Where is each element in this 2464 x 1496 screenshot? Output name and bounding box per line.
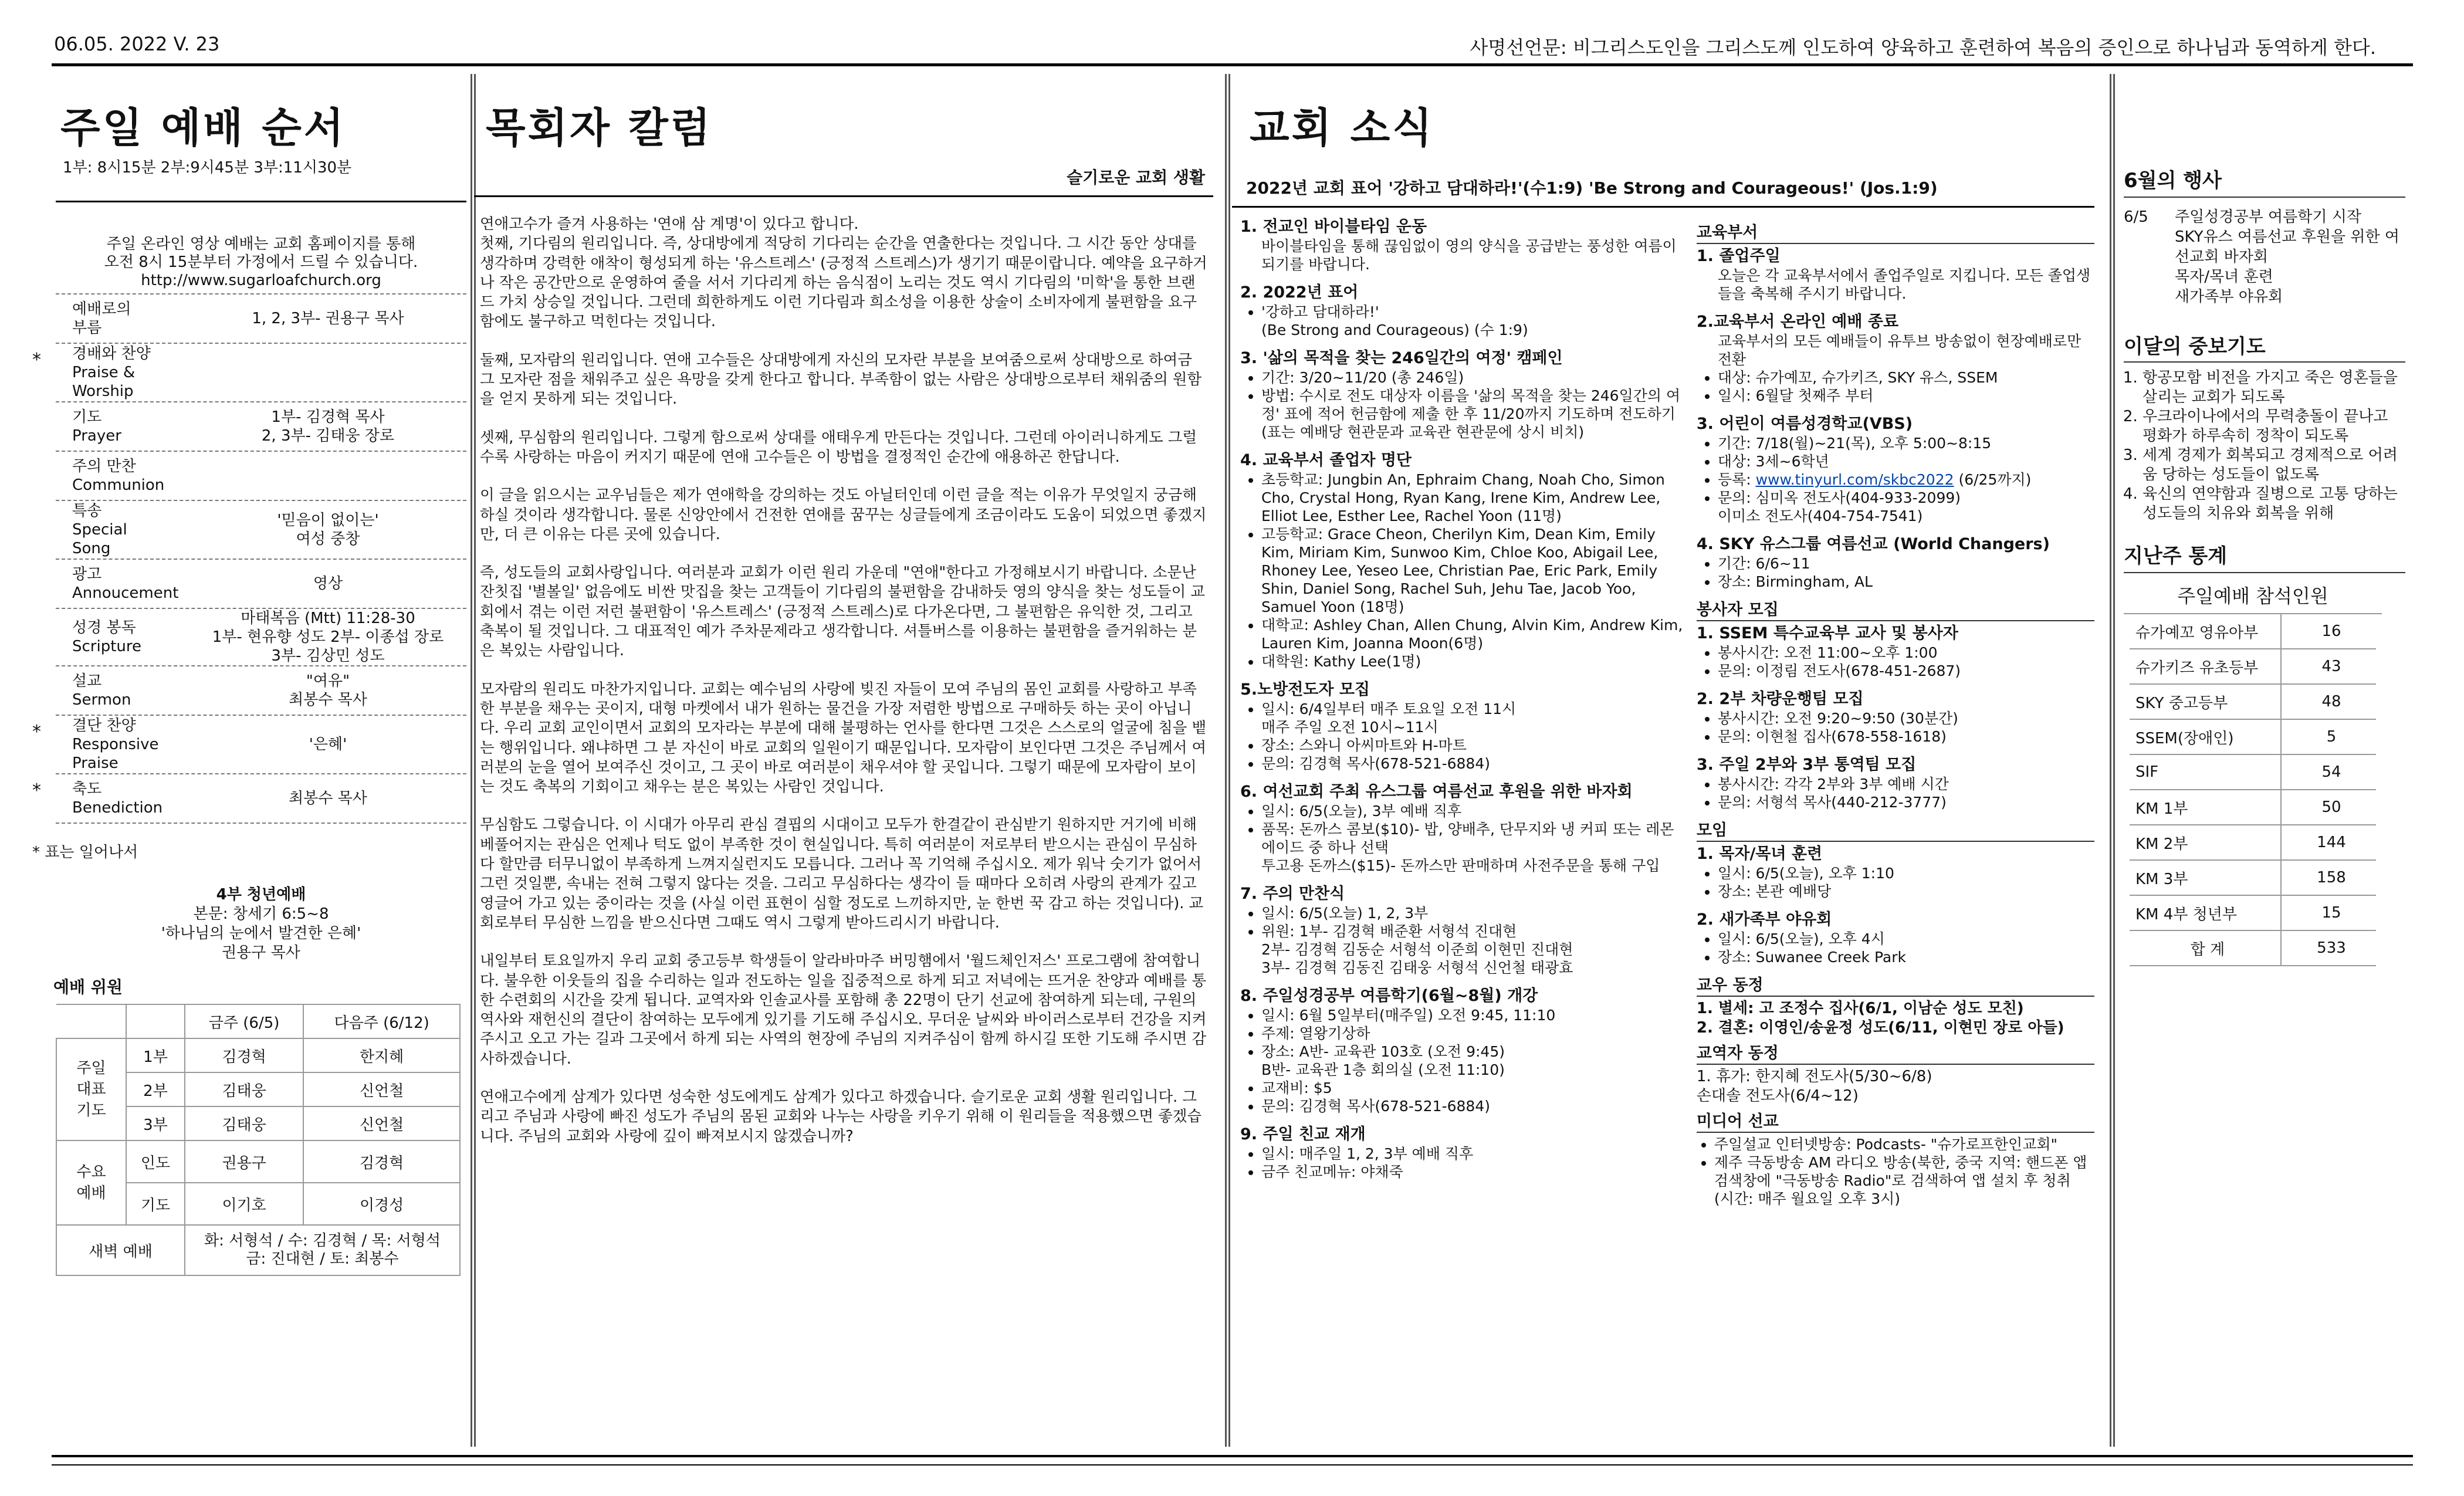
order-row [56, 295, 466, 344]
news-bullet: • 문의: 심미옥 전도사(404-933-2099) 이미소 전도사(404-754-7541) [1718, 489, 2094, 525]
staff-cell: 한지혜 [303, 1038, 460, 1072]
news-bullet-list [1240, 471, 1685, 671]
stats-label: KM 1부 [2130, 790, 2281, 825]
news-bullet: • 초등학교: Jungbin An, Ephraim Chang, Noah Cho, Simon Cho, Crystal Hong, Ryan Kang, Irene Kim, Andrew Lee, Elliot Lee, Esther Lee, Rachel Yoon (11명) [1261, 471, 1685, 525]
staff-cell: 김태웅 [185, 1072, 303, 1106]
standing-marker: * [32, 722, 41, 742]
news-bullet-list [1697, 434, 2094, 525]
events-title: 6월의 행사 [2124, 164, 2405, 198]
news-bullet-list [1240, 368, 1685, 441]
news-bullet: • 문의: 김경혁 목사(678-521-6884) [1261, 754, 1685, 773]
staff-cell: 3부 [126, 1106, 185, 1140]
column-paragraph: 즉, 성도들의 교회사랑입니다. 여러분과 교회가 이런 원리 가운데 "연애"한다고 가정해보시기 바랍니다. 소문난 잔칫집 '별볼일' 없음에도 비싼 맛집을 찾는 고객들이 기다림의 불편함을 감내하듯 영의 양식을 찾는 성도들이 교회에서 겪는 이런 저런 불편함이 '유스트레스' (긍정적 스트레스)로 다가온다면, 그 불편함은 유익한 것, 그리고 축복이 될 것입니다. 그 대표적인 예가 주차문제라고 생각합니다. 셔틀버스를 이용하는 불편함을 즐거워하는 분은 복있는 사람입니다. [480, 564, 1205, 660]
youth-text: 본문: 창세기 6:5~8 [193, 905, 329, 923]
news-column [1232, 74, 2094, 1208]
news-rule [1232, 206, 2094, 208]
staff-table [56, 1004, 461, 1276]
stats-value: 533 [2281, 930, 2376, 966]
column-paragraph: 모자람의 원리도 마찬가지입니다. 교회는 예수님의 사랑에 빚진 자들이 모여 주님의 몸인 교회를 사랑하고 부족한 부분을 채우는 곳이지, 대형 마켓에서 내가 원하는 물건을 가장 저렴한 방법으로 구매하듯 하는 곳이 아닙니다. 우리 교회 교인이면서 교회의 모자라는 부분에 대해 불평하는 언사를 한다면 그것은 스스로의 얼굴에 침을 뱉는 행위입니다. 왜냐하면 그 분 자신이 바로 교회의 일원이기 때문입니다. 모자람이 보인다면 그것은 주님께서 여러분의 눈을 열어 보여주신 것이고, 그 곳이 바로 여러분이 채우셔야 할 곳입니다. 그렇기 때문에 모자람이 보이는 것도 축복의 기회이고 채우는 분은 복있는 사람인 것입니다. [480, 680, 1207, 796]
staff-group: 수요 예배 [56, 1140, 126, 1225]
staff-blank [126, 1004, 185, 1038]
vbs-deadline: (6/25까지) [1954, 471, 2032, 488]
staff-cell: 권용구 [185, 1140, 303, 1183]
news-bullet-list [1240, 1145, 1685, 1181]
news-bullet-list [1240, 802, 1685, 875]
news-bullet: • 문의: 김경혁 목사(678-521-6884) [1261, 1097, 1685, 1115]
column-rule [474, 195, 1213, 197]
stats-label: SSEM(장애인) [2130, 719, 2281, 754]
mission-statement: 사명선언문: 비그리스도인을 그리스도께 인도하여 양육하고 훈련하여 복음의 증인으로 하나님과 동역하게 한다. [1470, 36, 2376, 59]
news-bullet: • 대학원: Kathy Lee(1명) [1261, 652, 1685, 671]
worship-rule [56, 201, 466, 202]
order-value: 최봉수 목사 [289, 790, 367, 807]
news-item-heading: 1. 졸업주일 [1696, 247, 1781, 265]
order-label: 예배로의 부름 [72, 300, 131, 337]
order-value: "여유" 최봉수 목사 [289, 672, 367, 709]
stats-value: 48 [2281, 684, 2376, 719]
meeting-section-heading: 모임 [1697, 821, 2094, 842]
news-item [1240, 283, 1685, 339]
prayer-section [2124, 330, 2405, 523]
column-paragraph: 무심함도 그렇습니다. 이 시대가 아무리 관심 결핍의 시대이고 모두가 한결같이 관심받기 원하지만 거기에 비해 베풀어지는 관심은 언제나 턱도 없이 부족한 것이 현실입니다. 특히 여러분이 저로부터 받으시는 관심이 무심하다 할만큼 터무니없이 부족하게 느껴지실런지도 모릅니다. 그러나 꼭 기억해 주십시오. 제가 워낙 숫기가 없어서 그런 것일뿐, 속내는 전혀 그렇지 않다는 것을. 그리고 무심하다는 생각이 들 때마다 오히려 사랑의 관계가 깊고 영글어 가고 있는 중이라는 것을 (사실 이런 표현이 심할 정도로 느끼하지만, 눈 한번 꾹 감고 하는 것입니다). 교회로부터 무심한 느낌을 받으신다면 그때도 역시 그렇게 받아드리시기 바랍니다. [480, 816, 1204, 932]
stats-row [2130, 684, 2376, 719]
news-bullet-list [1697, 864, 2094, 901]
news-bullet: • 일시: 6/4일부터 매주 토요일 오전 11시 매주 주일 오전 10시~11시 [1261, 700, 1685, 736]
order-label: 축도 Benediction [72, 780, 163, 817]
news-bullet: • 일시: 6월달 첫째주 부터 [1718, 387, 2094, 405]
staff-title: 예배 위원 [53, 977, 123, 997]
news-bullet: • 교재비: $5 [1261, 1079, 1685, 1097]
news-bullet: • 방법: 수시로 전도 대상자 이름을 '삶의 목적을 찾는 246일간의 여정' 표에 적어 헌금함에 제출 한 후 11/20까지 기도하며 전도하기 (표는 예배당 현관문과 교육관 현관문에 상시 비치) [1261, 387, 1685, 441]
order-label: 주의 만찬 Communion [72, 458, 165, 494]
news-item [1240, 217, 1685, 273]
news-bullet-list [1697, 644, 2094, 680]
event-row [2124, 207, 2405, 307]
order-value: 영상 [313, 575, 343, 593]
order-row [56, 560, 466, 609]
column-paragraph: 연애고수가 즐겨 사용하는 '연애 삼 계명'이 있다고 합니다. 첫째, 기다림의 원리입니다. 즉, 상대방에게 적당히 기다리는 순간을 연출한다는 것입니다. 그 시간 동안 상대를 생각하며 강력한 애착이 형성되게 하는 '유스트레스' (긍정적 스트레스)가 생기기 때문이랍니다. 예약을 요구하거나 작은 공간만으로 운영하여 줄을 서서 기다리게 하는 음식점이 노리는 것도 역시 기다림의 '미학'을 통한 브랜드 가치 상승일 것입니다. 그런데 희한하게도 이런 기다림과 희소성을 이용한 상술이 소비자에게 불편함을 요구함에도 불구하고 먹힌다는 것입니다. [480, 215, 1207, 331]
order-value: '믿음이 없이는' 여성 중창 [277, 512, 379, 548]
column-divider [2113, 74, 2115, 1447]
column-divider [1228, 74, 1230, 1447]
stats-row [2130, 649, 2376, 684]
order-label: 성경 봉독 Scripture [72, 619, 142, 655]
news-bullet: • 장소: A반- 교육관 103호 (오전 9:45) B반- 교육관 1층 회의실 (오전 11:10) [1261, 1043, 1685, 1079]
column-paragraph: 연애고수에게 삼계가 있다면 성숙한 성도에게도 삼계가 있다고 하겠습니다. 슬기로운 교회 생활 원리입니다. 그리고 주님과 사랑에 빠진 성도가 주님의 몸된 교회와 나누는 사랑을 키우기 위해 이 원리들을 적용했으면 좋겠습니다. 주님의 교회와 사랑에 깊이 빠져보시지 않겠습니까? [480, 1088, 1202, 1145]
news-bullet-list [1240, 700, 1685, 773]
stats-value: 15 [2281, 895, 2376, 930]
news-item [1240, 348, 1685, 441]
news-bullet: • 일시: 6/5(오늘), 3부 예배 직후 [1261, 802, 1685, 820]
youth-speaker: 권용구 목사 [222, 944, 300, 962]
volunteer-section-heading: 봉사자 모집 [1697, 600, 2094, 621]
news-bullet: • 문의: 이정림 전도사(678-451-2687) [1718, 662, 2094, 680]
event-item: 목자/목녀 훈련 [2175, 268, 2273, 286]
order-row [56, 666, 466, 716]
prayer-item: 4. 육신의 연약함과 질병으로 고통 당하는 성도들의 치유와 회복을 위해 [2143, 485, 2405, 523]
stats-row [2130, 895, 2376, 930]
news-bullet-list [1697, 775, 2094, 811]
stats-subtitle: 주일예배 참석인원 [2124, 581, 2382, 614]
order-row [32, 774, 466, 824]
news-bullet: • 품목: 돈까스 콤보($10)- 밥, 양배추, 단무지와 냉 커피 또는 레몬에이드 중 하나 선택 투고용 돈까스($15)- 돈까스만 판매하며 사전주문을 통해 구입 [1261, 820, 1685, 875]
staff-corner [56, 1004, 126, 1038]
member-news-heading: 교우 동정 [1697, 976, 2094, 997]
news-item-heading: 4. 교육부서 졸업자 명단 [1240, 451, 1412, 469]
news-item-heading: 6. 여선교회 주최 유스그룹 여름선교 후원을 위한 바자회 [1240, 783, 1633, 801]
news-item [1697, 844, 2094, 901]
staff-header: 다음주 (6/12) [303, 1004, 460, 1038]
order-label: 기도 Prayer [72, 408, 121, 445]
prayer-title: 이달의 중보기도 [2124, 330, 2405, 363]
stats-title: 지난주 통계 [2124, 540, 2405, 573]
online-notice-line: 오전 8시 15분부터 가정에서 드릴 수 있습니다. [104, 253, 418, 271]
column-paragraph: 셋째, 무심함의 원리입니다. 그렇게 함으로써 상대를 애태우게 만든다는 것입니다. 그런데 아이러니하게도 그럴수록 사랑하는 마음이 커지기 때문에 연애 고수들은 이 방법을 결정적인 순간에 애용하곤 한답니다. [480, 428, 1197, 466]
order-row [56, 609, 466, 666]
news-item [1240, 782, 1685, 875]
pastor-column-subtitle: 슬기로운 교회 생활 [1067, 168, 1205, 187]
pastor-column [474, 74, 1213, 1165]
news-item-heading: 2.교육부서 온라인 예배 종료 [1696, 313, 1899, 331]
news-item [1240, 451, 1685, 671]
stand-note: * 표는 일어나서 [32, 844, 138, 861]
vbs-registration-link[interactable]: www.tinyurl.com/skbc2022 [1755, 471, 1954, 488]
column-divider [471, 74, 472, 1447]
news-bullet: • 봉사시간: 오전 11:00~오후 1:00 [1718, 644, 2094, 662]
news-item-heading: 2. 2022년 표어 [1240, 283, 1359, 302]
order-row [32, 344, 466, 402]
news-bullet-list [1240, 904, 1685, 977]
stats-value: 43 [2281, 649, 2376, 684]
member-news-item: 1. 별세: 고 조정수 집사(6/1, 이남순 성도 모친) [1696, 1000, 2024, 1017]
news-item-heading: 1. 전교인 바이블타임 운동 [1240, 218, 1427, 236]
order-value: 1, 2, 3부- 권용구 목사 [252, 310, 404, 327]
order-label: 광고 Annoucement [72, 566, 179, 602]
news-bullet: • 대학교: Ashley Chan, Allen Chung, Alvin Kim, Andrew Kim, Lauren Kim, Joanna Moon(6명) [1261, 616, 1685, 652]
column-paragraph: 둘째, 모자람의 원리입니다. 연애 고수들은 상대방에게 자신의 모자란 부분을 보여줌으로써 상대방으로 하여금 그 모자란 점을 채워주고 싶은 욕망을 갖게 한다고 합니다. 부족함이 없는 사람은 상대방으로부터 채워줌의 원함을 얻지 못하게 되는 것입니다. [480, 351, 1202, 408]
column-paragraph: 이 글을 읽으시는 교우님들은 제가 연애학을 강의하는 것도 아닐터인데 이런 글을 적는 이유가 무엇일지 궁금해 하실 것이라 생각합니다. 물론 신앙안에서 건전한 연애를 꿈꾸는 싱글들에게 조금이라도 도움이 되었으면 좋겠지만, 더 큰 이유는 다른 곳에 있습니다. [480, 486, 1207, 543]
news-bullet: • 일시: 6월 5일부터(매주일) 오전 9:45, 11:10 [1261, 1006, 1685, 1024]
staff-cell: 신언철 [303, 1072, 460, 1106]
news-bullet: • 주제: 열왕기상하 [1261, 1024, 1685, 1043]
order-row [56, 452, 466, 501]
news-bullet: • 장소: 본관 예배당 [1718, 882, 2094, 901]
news-bullet: • 고등학교: Grace Cheon, Cherilyn Kim, Dean Kim, Emily Kim, Miriam Kim, Sunwoo Kim, Chloe Koo, Abigail Lee, Rhoney Lee, Yeseo Lee, Christian Pae, Eric Park, Emily Shin, Daniel Song, Rachel Suh, Jehu Tae, Jacob Yoo, Samuel Yoon (18명) [1261, 525, 1685, 616]
news-left [1232, 217, 1685, 1208]
edu-section-heading: 교육부서 [1697, 223, 2094, 244]
news-item [1697, 414, 2094, 525]
staff-header: 금주 (6/5) [185, 1004, 303, 1038]
news-item [1697, 910, 2094, 966]
news-item [1240, 986, 1685, 1115]
stats-label: KM 3부 [2130, 860, 2281, 895]
news-body [1232, 217, 2094, 1208]
worship-column [32, 74, 466, 1276]
stats-row [2130, 930, 2376, 966]
column-divider [2110, 74, 2111, 1447]
bottom-rule [52, 1455, 2413, 1457]
news-item [1697, 755, 2094, 811]
stats-label: SIF [2130, 754, 2281, 790]
news-bullet: • 봉사시간: 오전 9:20~9:50 (30분간) [1718, 709, 2094, 727]
event-date: 6/5 [2124, 208, 2148, 226]
news-bullet: • 일시: 6/5(오늘) 1, 2, 3부 [1261, 904, 1685, 922]
news-bullet: • 기간: 3/20~11/20 (총 246일) [1261, 368, 1685, 387]
youth-theme: '하나님의 눈에서 발견한 은혜' [161, 925, 361, 942]
column-divider [1225, 74, 1227, 1447]
media-item: • 제주 극동방송 AM 라디오 방송(북한, 중국 지역: 핸드폰 앱 검색창에 "극동방송 Radio"로 검색하여 앱 설치 후 청취 (시간: 매주 월요일 오후 3시) [1714, 1153, 2094, 1208]
order-value: 1부- 김경혁 목사 2, 3부- 김태웅 장로 [261, 408, 395, 445]
online-notice [56, 235, 466, 290]
news-item [1240, 1125, 1685, 1181]
news-bullet: • 장소: 스와니 아씨마트와 H-마트 [1261, 736, 1685, 754]
youth-title: 4부 청년예배 [216, 886, 306, 903]
news-bullet-list [1240, 303, 1685, 339]
stats-label: KM 2부 [2130, 825, 2281, 860]
website-link[interactable]: http://www.sugarloafchurch.org [141, 272, 381, 289]
bottom-rule-thin [52, 1464, 2413, 1465]
staff-cell: 이경성 [303, 1183, 460, 1225]
news-bullet: • 일시: 6/5(오늘), 오후 4시 [1718, 930, 2094, 948]
order-row [56, 501, 466, 560]
media-section-heading: 미디어 선교 [1697, 1112, 2094, 1133]
stats-label: KM 4부 청년부 [2130, 895, 2281, 930]
news-bullet: • 문의: 서형석 목사(440-212-3777) [1718, 793, 2094, 811]
news-bullet: • 기간: 6/6~11 [1718, 554, 2094, 573]
stats-row [2130, 719, 2376, 754]
news-item-heading: 3. 주일 2부와 3부 통역팀 모집 [1696, 756, 1917, 774]
news-bullet: • 장소: Suwanee Creek Park [1718, 948, 2094, 966]
staff-cell: 기도 [126, 1183, 185, 1225]
news-item [1697, 689, 2094, 746]
dawn-label: 새벽 예배 [56, 1225, 185, 1275]
event-items [2175, 207, 2405, 307]
stats-label: 합 계 [2130, 930, 2281, 966]
news-item [1697, 246, 2094, 303]
news-item [1697, 624, 2094, 680]
news-bullet-list [1697, 554, 2094, 591]
news-item [1240, 680, 1685, 773]
news-item-heading: 3. '삶의 목적을 찾는 246일간의 여정' 캠페인 [1240, 349, 1563, 367]
order-list [32, 293, 466, 824]
news-bullet: • 등록: www.tinyurl.com/skbc2022 (6/25까지) [1718, 471, 2094, 489]
stats-row [2130, 614, 2376, 649]
news-bullet: • 기간: 7/18(월)~21(목), 오후 5:00~8:15 [1718, 434, 2094, 452]
column-body [474, 215, 1213, 1146]
pastor-column-title: 목회자 칼럼 [486, 104, 713, 152]
staff-news-heading: 교역자 동정 [1697, 1044, 2094, 1065]
staff-cell: 이기호 [185, 1183, 303, 1225]
news-item-text: 교육부서의 모든 예배들이 유투브 방송없이 현장예배로만 전환 [1717, 333, 2081, 368]
media-list [1697, 1135, 2094, 1208]
news-item-heading: 4. SKY 유스그룹 여름선교 (World Changers) [1696, 535, 2050, 553]
news-item-heading: 2. 새가족부 야유회 [1696, 911, 1832, 929]
order-label: 결단 찬양 Responsive Praise [72, 717, 159, 772]
media-item: • 주일설교 인터넷방송: Podcasts- "슈가로프한인교회" [1714, 1135, 2094, 1153]
news-item-heading: 3. 어린이 여름성경학교(VBS) [1696, 415, 1913, 433]
order-row [32, 716, 466, 774]
order-label: 경배와 찬양 Praise & Worship [72, 345, 151, 400]
stats-value: 144 [2281, 825, 2376, 860]
news-item [1697, 534, 2094, 591]
stats-label: 슈가예꼬 영유아부 [2130, 614, 2281, 649]
yearly-motto: 2022년 교회 표어 '강하고 담대하라!'(수1:9) 'Be Strong and Courageous!' (Jos.1:9) [1246, 178, 1938, 198]
staff-group: 주일 대표 기도 [56, 1038, 126, 1140]
prayer-item: 2. 우크라이나에서의 무력충돌이 끝나고 평화가 하루속히 정착이 되도록 [2143, 407, 2405, 446]
staff-cell: 김태웅 [185, 1106, 303, 1140]
news-item [1697, 312, 2094, 405]
stats-value: 158 [2281, 860, 2376, 895]
news-title: 교회 소식 [1250, 104, 1434, 152]
stats-label: SKY 중고등부 [2130, 684, 2281, 719]
order-row [56, 402, 466, 452]
news-bullet: • 문의: 이현철 집사(678-558-1618) [1718, 727, 2094, 746]
news-bullet-list [1697, 709, 2094, 746]
stats-row [2130, 790, 2376, 825]
stats-row [2130, 754, 2376, 790]
worship-title: 주일 예배 순서 [60, 104, 346, 152]
news-item-heading: 9. 주일 친교 재개 [1240, 1125, 1366, 1143]
event-item: 새가족부 야유회 [2175, 288, 2283, 306]
staff-cell: 김경혁 [185, 1038, 303, 1072]
staff-cell: 1부 [126, 1038, 185, 1072]
news-item-heading: 2. 2부 차량운행팀 모집 [1696, 690, 1864, 708]
news-item [1240, 884, 1685, 977]
news-bullet: • 대상: 3세~6학년 [1718, 452, 2094, 471]
order-label: 특송 Special Song [72, 502, 127, 557]
news-bullet: • '강하고 담대하라!' (Be Strong and Courageous) (수 1:9) [1261, 303, 1685, 339]
news-item-heading: 7. 주의 만찬식 [1240, 885, 1345, 903]
news-item-heading: 5.노방전도자 모집 [1240, 681, 1370, 699]
news-bullet-list [1697, 368, 2094, 405]
news-bullet: • 일시: 매주일 1, 2, 3부 예배 직후 [1261, 1145, 1685, 1163]
staff-news-item: 1. 휴가: 한지혜 전도사(5/30~6/8) 손대솔 전도사(6/4~12) [1696, 1068, 1932, 1105]
dawn-value: 화: 서형석 / 수: 김경혁 / 목: 서형석 금: 진대현 / 토: 최봉수 [185, 1225, 460, 1275]
service-times: 1부: 8시15분 2부:9시45분 3부:11시30분 [63, 159, 352, 177]
standing-marker: * [32, 350, 41, 370]
news-item-text: 오늘은 각 교육부서에서 졸업주일로 지킵니다. 모든 졸업생들을 축복해 주시기 바랍니다. [1717, 267, 2091, 302]
stats-value: 54 [2281, 754, 2376, 790]
news-bullet-list [1697, 930, 2094, 966]
column-paragraph: 내일부터 토요일까지 우리 교회 중고등부 학생들이 알라바마주 버밍햄에서 '월드체인저스' 프로그램에 참여합니다. 불우한 이웃들의 집을 수리하는 일과 전도하는 일을 집중적으로 하게 되고 저녁에는 뜨거운 찬양과 예배를 통한 수련회의 시간을 갖게 됩니다. 교역자와 인솔교사를 포함해 총 22명이 단기 선교에 참여하게 되는데, 구원의 역사와 재헌신의 결단이 참여하는 모두에게 있기를 기도해 주십시오. 무더운 날씨와 바이러스로부터 건강을 지켜 주시고 오고 가는 길과 그곳에서 하게 되는 사역의 현장에 주님의 지켜주심이 함께 하시길 또한 기도해 주시면 감사하겠습니다. [480, 952, 1207, 1068]
news-item-heading: 1. SSEM 특수교육부 교사 및 봉사자 [1696, 624, 1958, 642]
news-bullet: • 대상: 슈가예꼬, 슈가키즈, SKY 유스, SSEM [1718, 368, 2094, 387]
news-bullet: • 위원: 1부- 김경혁 배준환 서형석 진대현 2부- 김경혁 김동순 서형석 이준희 이현민 진대현 3부- 김경혁 김동진 김태웅 서형석 신언철 태광효 [1261, 922, 1685, 977]
event-item: 주일성경공부 여름학기 시작 [2175, 208, 2361, 226]
staff-cell: 신언철 [303, 1106, 460, 1140]
staff-cell: 인도 [126, 1140, 185, 1183]
stats-table [2130, 614, 2376, 966]
prayer-item: 3. 세계 경제가 회복되고 경제적으로 어려움 당하는 성도들이 없도록 [2143, 446, 2405, 485]
order-value: 마태복음 (Mtt) 11:28-30 1부- 현유향 성도 2부- 이종섭 장로 3부- 김상민 성도 [212, 610, 444, 665]
news-bullet: • 장소: Birmingham, AL [1718, 573, 2094, 591]
stats-label: 슈가키즈 유초등부 [2130, 649, 2281, 684]
news-right [1685, 217, 2094, 1208]
stats-value: 50 [2281, 790, 2376, 825]
stats-value: 5 [2281, 719, 2376, 754]
standing-marker: * [32, 780, 41, 801]
staff-cell: 김경혁 [303, 1140, 460, 1183]
news-item-heading: 1. 목자/목녀 훈련 [1696, 845, 1823, 863]
member-news-item: 2. 결혼: 이영인/송윤정 성도(6/11, 이현민 장로 아들) [1696, 1019, 2064, 1037]
news-bullet: • 일시: 6/5(오늘), 오후 1:10 [1718, 864, 2094, 882]
youth-service [56, 885, 466, 963]
prayer-item: 1. 항공모함 비전을 가지고 죽은 영혼들을 살리는 교회가 되도록 [2143, 368, 2405, 407]
news-bullet: • 금주 친교메뉴: 야채죽 [1261, 1163, 1685, 1181]
order-value: '은혜' [309, 736, 347, 753]
online-notice-line: 주일 온라인 영상 예배는 교회 홈페이지를 통해 [106, 235, 416, 253]
order-label: 설교 Sermon [72, 672, 131, 709]
top-rule [52, 63, 2413, 66]
stats-value: 16 [2281, 614, 2376, 649]
news-item-heading: 8. 주일성경공부 여름학기(6월~8월) 개강 [1240, 987, 1538, 1005]
side-column [2124, 74, 2405, 966]
prayer-list [2124, 368, 2405, 523]
news-bullet: • 봉사시간: 각각 2부와 3부 예배 시간 [1718, 775, 2094, 793]
stats-row [2130, 825, 2376, 860]
news-item-text: 바이블타임을 통해 끊임없이 영의 양식을 공급받는 풍성한 여름이 되기를 바랍니다. [1261, 238, 1677, 273]
news-bullet-list [1240, 1006, 1685, 1115]
event-item: SKY유스 여름선교 후원을 위한 여선교회 바자회 [2175, 228, 2399, 266]
stats-row [2130, 860, 2376, 895]
staff-cell: 2부 [126, 1072, 185, 1106]
date-volume: 06.05. 2022 V. 23 [54, 33, 220, 55]
